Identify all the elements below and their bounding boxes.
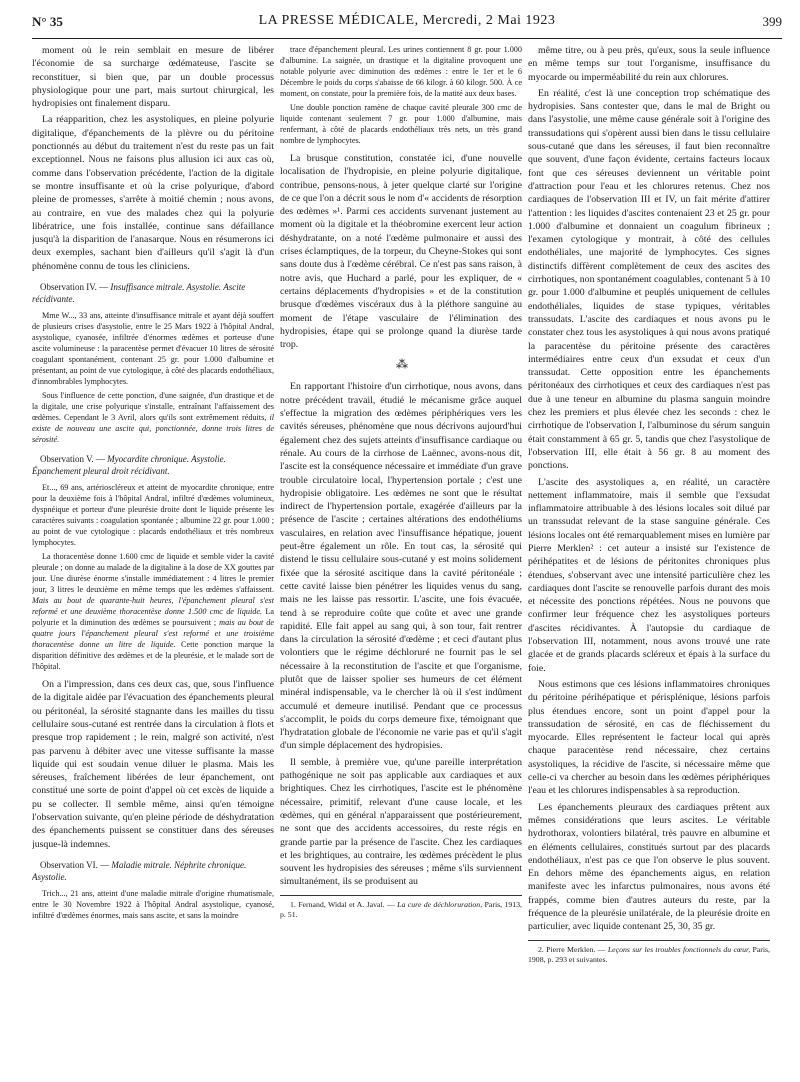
paragraph: Il semble, à première vue, qu'une pareille interprétation pathogénique ne soit pas applicable aux cardiaques et aux brightiques. Chez les cirrhotiques, l'ascite est le phénomène nécessaire, primitif, relevant d'une cause locale, et les œdèmes, qui en général n'apparaissent que postérieurement, ne sont que des accidents accessoires, du reste régis en grande partie par la présence de l'ascite. Chez les cardiaques et les brightiques, au contraire, les œdèmes précèdent le plus souvent les hydropisies des séreuses ; même s'ils surviennent simultanément, ils se produisent au [280, 756, 522, 888]
page-header [32, 8, 782, 39]
case-paragraph: Et..., 69 ans, artérioscléreux et atteint de myocardite chronique, entre pour la deuxième fois à l'hôpital Andral, infiltré d'œdèmes volumineux, dyspnéique et porteur d'une pleurésie droite dont le liquide présente les caractères suivants : coagulation spontanée ; albumine 22 gr. pour 1.000 ; au point de vue cytologique : placards endothéliaux et très nombreux lymphocytes. [32, 483, 274, 548]
section-separator: ⁂ [396, 357, 406, 372]
case-paragraph: Une double ponction ramène de chaque cavité pleurale 300 cmc de liquide contenant seulement 7 gr. pour 1.000 d'albumine, mais renfermant, à côté de placards endothéliaux très nets, un très grand nombre de lymphocytes. [280, 103, 522, 145]
paragraph: L'ascite des asystoliques a, en réalité, un caractère nettement inflammatoire, mais il semble que l'exsudat inflammatoire attribuable à des lésions locales soit dilué par un transsudat relevant de la stase sanguine générale. Ces lésions locales ont été remarquablement mises en lumière par Pierre Merklen² : cet auteur a insisté sur l'existence de périhépatites et de lésions de péritonites chroniques plus étendues, s'observant avec une intensité particulière chez les cardiaques dont l'ascite se renouvelle parfois durant des mois et nécessite des ponctions répétées. Nous ne pouvons que confirmer leur fréquence chez les asystoliques porteurs d'ascites récidivantes. À l'autopsie du cardiaque de l'observation III, notamment, nous avons trouvé une rate glacée et de grands placards scléreux et épais à la surface du foie. [528, 476, 770, 674]
column-2 [280, 44, 522, 923]
observation-label: Observation IV. — [40, 282, 109, 293]
case-paragraph: Sous l'influence de cette ponction, d'une saignée, d'un drastique et de la digitale, une crise polyurique s'installe, entraînant l'affaissement des œdèmes. Cependant le 3 Avril, alors qu'ils sont extrêmement réduits, il existe de nouveau une ascite qui, ponctionnée, donne trois litres de sérosité. [32, 391, 274, 445]
footnote: 1. Fernand, Widal et A. Javal. — La cure de déchloruration, Paris, 1913, p. 51. [280, 899, 522, 919]
case-paragraph: La thoracentèse donne 1.600 cmc de liquide et semble vider la cavité pleurale ; on donne au malade de la digitaline à la dose de XX gouttes par jour. Une diurèse énorme s'installe immédiatement : 4 litres le premier jour, 3 litres le deuxième en même temps que les œdèmes s'affaissent. Mais au bout de quarante-huit heures, l'épanchement pleural s'est reformé et une deuxième thoracentèse donne 1.500 cmc de liquide. La polyurie et la diminution des œdèmes se poursuivent ; mais au bout de quatre jours l'épanchement pleural s'est reformé et une troisième thoracentèse donne un litre de liquide. Cette ponction marque la disparition définitive des œdèmes et de la pleurésie, et le malade sort de l'hôpital. [32, 552, 274, 672]
paragraph: La brusque constitution, constatée ici, d'une nouvelle localisation de l'hydropisie, en pleine polyurie digitalique, contribue, pensons-nous, à jeter quelque clarté sur l'origine de ce que l'on a décrit sous le nom d'« accidents de résorption des œdèmes »¹. Parmi ces accidents survenant justement au moment où la digitale et la théobromine exercent leur action déshydratante, on a noté l'œdème pulmonaire et aussi des crises éclamptiques, de la torpeur, du Cheyne-Stokes qui sont sans doute dus à l'œdème cérébral. Ce n'est pas sans raison, à notre avis, que Huchard a parlé, pour les expliquer, de « certains déplacements d'hydropisies » et de la constitution brusque d'œdèmes viscéraux dus à la pléthore sanguine au moment de l'étape vasculaire de l'élimination des hydropisies, étape qui se prolonge quand la diurèse tarde trop. [280, 153, 522, 351]
paragraph: On a l'impression, dans ces deux cas, que, sous l'influence de la digitale aidée par l'évacuation des épanchements pleural ou péritonéal, la sérosité stagnante dans les mailles du tissu cellulaire sous-cutané est rentrée dans la circulation à flots et presque trop rapidement ; le rein, malgré son activité, n'est pas parvenu à débiter avec une vitesse suffisante la masse liquide qui est soudain venue diluer le plasma. Mais les séreuses, fraîchement libérées de leur épanchement, ont constitué une sorte de point d'appel où cet excès de liquide a pu se collecter. Il semble même, ainsi qu'en témoigne l'observation suivante, qu'en pleine période de déshydratation des épanchements puissent se constituer dans des séreuses jusque-là indemnes. [32, 679, 274, 850]
paragraph: Nous estimons que ces lésions inflammatoires chroniques du péritoine périhépatique et périsplénique, lésions parfois plus étendues encore, sont un point d'appel pour la transsudation de sérosité, en cas de fléchissement du myocarde. Elles représentent le facteur local qui après chaque paracentèse rend nécessaire, chez certains asystoliques, la récidive de l'ascite, si nécessaire même que celle-ci va chercher au besoin dans les œdèmes périphériques l'eau et les chlorures indispensables à sa reproduction. [528, 678, 770, 797]
observation-title: Insuffisance mitrale. Asystolie. Ascite récidivante. [32, 282, 246, 305]
observation-label: Observation VI. — [40, 859, 110, 870]
column-3 [528, 44, 770, 968]
observation-heading [32, 281, 274, 305]
column-1 [32, 44, 274, 924]
observation-heading [32, 453, 274, 477]
observation-heading [32, 859, 274, 883]
case-paragraph: trace d'épanchement pleural. Les urines contiennent 8 gr. pour 1.000 d'albumine. La saignée, un drastique et la digitaline provoquent une notable polyurie avec diminution des œdèmes : entre le 1er et le 6 Décembre le poids du corps s'abaisse de 66 kilogr. à 60 kilogr. 500. À ce moment, on constate, pour la première fois, de la matité aux deux bases. [280, 45, 522, 98]
footnote-rule [528, 940, 770, 941]
footnote-rule [280, 895, 522, 896]
paragraph: En réalité, c'est là une conception trop schématique des hydropisies. Sans contester que, dans le mal de Bright ou dans l'asystolie, une même cause générale soit à l'origine des transsudations qui s'opèrent aussi bien dans le tissu cellulaire sous-cutané que dans les séreuses, il faut bien reconnaître que souvent, d'une façon évidente, certains facteurs locaux font que ces séreuses deviennent un véritable point d'attraction pour l'eau et les chlorures retenus. Chez nos cardiaques de l'observation III et IV, un fait mérite d'attirer l'attention : les liquides d'ascites contenaient 23 et 25 gr. pour 1.000 d'albumine et donnaient un coagulum fibrineux ; l'examen cytologique y montrait, à côté des cellules endothéliales, une majorité de lymphocytes. Ces signes distinctifs diffèrent complètement de ceux des ascites des cirrhotiques, non spontanément coagulables, contenant 5 à 10 gr. pour 1.000 d'albumine et peuplés uniquement de cellules endothéliales, liquides de stase typiques, véritables transsudats. L'ascite des cardiaques et nous avons pu le constater chez tous les asystoliques à qui nous avons pratiqué la paracentèse du péritoine présente des caractères intermédiaires entre ceux d'un exsudat et ceux d'un transsudat. Cette opposition entre les épanchements péritonéaux des cirrhotiques et ceux des cardiaques n'est pas due à une teneur en albumine du plasma sanguin moindre chez les premiers et plus élevée chez les seconds : chez le cirrhotique de l'observation I, l'albuminose du sérum sanguin était constamment à 65 gr. 5, tandis que chez l'asystolique de l'observation III, elle était à 56 gr. 8 au moment des ponctions. [528, 87, 770, 472]
case-paragraph: Trich..., 21 ans, atteint d'une maladie mitrale d'origine rhumatismale, entre le 30 Novembre 1922 à l'hôpital Andral asystolique, cyanosé, infiltré d'œdèmes énormes, mais sans ascite, et sans la moindre [32, 888, 274, 920]
journal-title: LA PRESSE MÉDICALE, Mercredi, 2 Mai 1923 [258, 13, 556, 28]
paragraph: moment où le rein semblait en mesure de libérer l'économie de sa surcharge œdémateuse, l'ascite se reconstituer, si bien que, par un double processus physiologique pour une part, mais surtout chirurgical, les hydropisies ont finalement disparu. [32, 45, 274, 110]
paragraph: La réapparition, chez les asystoliques, en pleine polyurie digitalique, d'épanchements de la plèvre ou du péritoine ponctionnés au début du traitement n'est du reste pas un fait exceptionnel. Nous ne faisons plus allusion ici aux cas où, comme dans l'observation précédente, l'action de la digitale se montre insuffisante et où la crise polyurique, d'abord pleine de promesses, s'arrête à moitié chemin ; nous avons, au contraire, en vue des malades chez qui la polyurie libératrice, une fois installée, continue sans défaillance jusqu'à la disparition de l'anasarque. Nous en résumerons ici deux exemples, sachant bien d'ailleurs qu'il s'agit là d'un phénomène connu de tous les cliniciens. [32, 114, 274, 272]
case-paragraph: Mme W..., 33 ans, atteinte d'insuffisance mitrale et ayant déjà souffert de plusieurs crises d'asystolie, entre le 25 Mars 1922 à l'hôpital Andral, asystolique, cyanosée, infiltrée d'énormes œdèmes et porteuse d'une ascite volumineuse : la paracentèse permet d'évacuer 10 litres de sérosité coagulant spontanément, contenant 25 gr. pour 1.000 d'albumine et présentant, au point de vue cytologique, à côté des placards endothéliaux, d'innombrables lymphocytes. [32, 311, 274, 387]
page-number: 399 [762, 14, 782, 29]
footnote: 2. Pierre Merklen. — Leçons sur les troubles fonctionnels du cœur, Paris, 1908, p. 293 et suivantes. [528, 944, 770, 964]
observation-label: Observation V. — [40, 454, 105, 465]
observation-title: Maladie mitrale. Néphrite chronique. Asystolie. [32, 859, 247, 882]
paragraph: même titre, ou à peu près, qu'eux, sous la seule influence en même temps sur tout l'organisme, insuffisance du myocarde ou imperméabilité du rein aux chlorures. [528, 45, 770, 83]
paragraph: En rapportant l'histoire d'un cirrhotique, nous avons, dans notre précédent travail, étudié le mécanisme grâce auquel s'effectue la migration des œdèmes périphériques vers les cavités séreuses, phénomène que nous décrivons aujourd'hui également chez des sujets atteints d'insuffisance cardiaque ou rénale. Au cours de la cirrhose de Laënnec, avons-nous dit, l'ascite est la conséquence nécessaire et immédiate d'un grave trouble circulatoire local, l'hypertension portale ; c'est une hydropisie obligatoire. Les œdèmes ne sont que le résultat indirect de l'hypertension portale, exagérée d'ailleurs par la présence de l'ascite ; certaines altérations des endothéliums vasculaires, en relation avec l'insuffisance hépatique, jouent peut-être également un rôle. En tout cas, la sérosité qui distend le tissu cellulaire sous-cutané y est moins solidement fixée que la sérosité ascitique dans la cavité péritonéale ; cette cavité laisse bien pénétrer les liquides venus du sang, mais ne les laisse pas ressortir. L'ascite, une fois évacuée, tend à se reproduire coûte que coûte et avec une grande rapidité. Elle fait appel au sang qui, à son tour, fait rentrer dans la circulation la sérosité d'œdème ; et ceci d'autant plus volontiers que le régime déchloruré ne fournit pas le sel nécessaire à la reconstitution de l'ascite et que l'organisme, plutôt que de laisser spolier ses humeurs de cet élément minéral indispensable, va le chercher là où il s'est indûment accumulé et demeure inutilisé. Pendant que ce processus s'accomplit, le poids du corps demeure fixe, témoignant que l'hydratation globale de l'économie ne varie pas et qu'il s'agit d'un simple déplacement des hydropisies. [280, 381, 522, 752]
paragraph: Les épanchements pleuraux des cardiaques prêtent aux mêmes considérations que leurs ascites. Le véritable hydrothorax, volontiers bilatéral, très pauvre en albumine et en éléments cellulaires, constitués surtout par des placards endothéliaux, n'est pas ce que l'on observe le plus souvent. En dehors même des épanchements aigus, en relation manifeste avec les infarctus pulmonaires, nous avons été frappés, comme bien d'autres auteurs du reste, par la fréquence de la pleurésie unilatérale, de la pleurésie droite en particulier, avec liquide contenant 25, 30, 35 gr. [528, 801, 770, 933]
observation-title: Myocardite chronique. Asystolie. Épanchement pleural droit récidivant. [32, 454, 226, 477]
issue-number: N° 35 [32, 14, 63, 29]
